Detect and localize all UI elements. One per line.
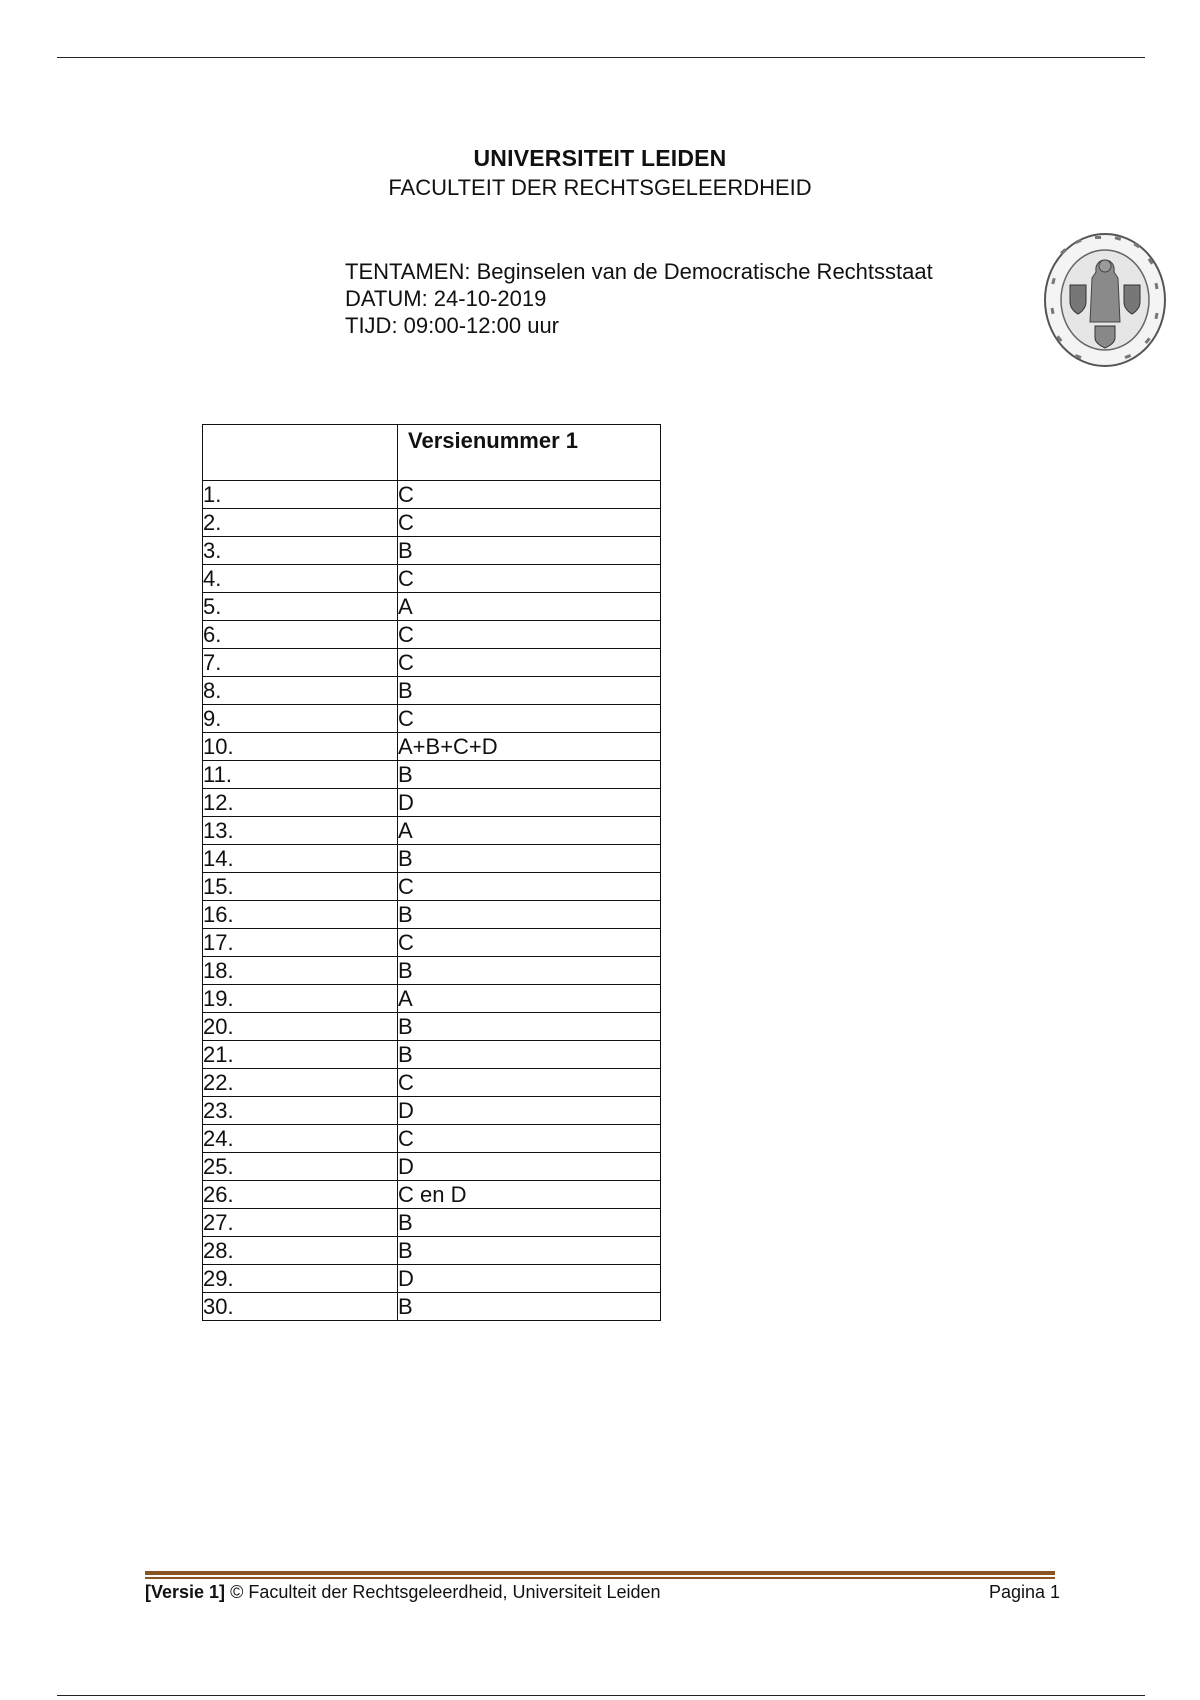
table-header-row [203,425,661,481]
table-row [203,1293,661,1321]
question-number: 24. [203,1125,398,1153]
university-heading [0,145,1200,201]
answer-cell: B [398,957,661,985]
exam-title: TENTAMEN: Beginselen van de Democratische Rechtsstaat [345,259,933,284]
question-number: 23. [203,1097,398,1125]
footer-page-number: Pagina 1 [988,1582,1060,1602]
question-number: 7. [203,649,398,677]
answer-cell: B [398,1293,661,1321]
answer-cell: C [398,1069,661,1097]
answer-cell: C [398,929,661,957]
exam-time: TIJD: 09:00-12:00 uur [345,313,560,338]
table-row [203,649,661,677]
table-row [203,1209,661,1237]
answer-cell: A [398,985,661,1013]
answer-cell: C [398,649,661,677]
table-row [203,789,661,817]
question-number: 3. [203,537,398,565]
table-row [203,1069,661,1097]
table-row [203,957,661,985]
question-number: 11. [203,761,398,789]
answer-cell: B [398,761,661,789]
exam-date: DATUM: 24-10-2019 [345,286,547,311]
footer-copyright: © Faculteit der Rechtsgeleerdheid, Universiteit Leiden [225,1582,661,1602]
table-row [203,873,661,901]
question-number: 6. [203,621,398,649]
question-number: 8. [203,677,398,705]
table-row [203,1125,661,1153]
question-number: 5. [203,593,398,621]
table-row [203,901,661,929]
answer-cell: B [398,1013,661,1041]
question-number: 21. [203,1041,398,1069]
question-number: 18. [203,957,398,985]
answer-cell: C [398,565,661,593]
answer-cell: B [398,537,661,565]
question-number: 10. [203,733,398,761]
question-number: 22. [203,1069,398,1097]
exam-info [345,258,933,339]
answer-cell: C [398,509,661,537]
answer-cell: C [398,873,661,901]
question-number: 25. [203,1153,398,1181]
table-row [203,929,661,957]
answer-cell: D [398,789,661,817]
table-row [203,509,661,537]
table-row [203,845,661,873]
question-number: 27. [203,1209,398,1237]
answer-cell: B [398,1041,661,1069]
question-number: 20. [203,1013,398,1041]
footer-rule-thick [145,1571,1055,1575]
university-name: UNIVERSITEIT LEIDEN [473,145,727,171]
answer-cell: B [398,901,661,929]
faculty-name: FACULTEIT DER RECHTSGELEERDHEID [388,175,812,200]
answer-cell: C en D [398,1181,661,1209]
table-row [203,1237,661,1265]
university-seal-icon [1040,230,1170,370]
question-number: 2. [203,509,398,537]
question-number: 17. [203,929,398,957]
table-row [203,705,661,733]
question-number: 4. [203,565,398,593]
table-row [203,1041,661,1069]
question-number: 13. [203,817,398,845]
table-row [203,481,661,509]
footer-credit [145,1582,661,1603]
question-number: 30. [203,1293,398,1321]
answer-cell: A [398,593,661,621]
question-number: 14. [203,845,398,873]
answer-key-table [202,424,661,1321]
table-row [203,1181,661,1209]
footer-version-tag: [Versie 1] [145,1582,226,1602]
question-number: 16. [203,901,398,929]
answer-cell: A [398,817,661,845]
bottom-page-rule [57,1695,1145,1696]
answer-cell: B [398,1209,661,1237]
table-row [203,733,661,761]
answer-cell: C [398,1125,661,1153]
version-column-header: Versienummer 1 [398,425,661,481]
answer-cell: D [398,1265,661,1293]
question-number: 1. [203,481,398,509]
answer-cell: B [398,1237,661,1265]
answer-cell: B [398,845,661,873]
table-row [203,1013,661,1041]
table-row [203,677,661,705]
table-row [203,1097,661,1125]
question-number: 12. [203,789,398,817]
answer-cell: C [398,705,661,733]
table-row [203,985,661,1013]
table-row [203,1265,661,1293]
answer-cell: C [398,481,661,509]
answer-cell: D [398,1153,661,1181]
table-row [203,761,661,789]
table-row [203,593,661,621]
answer-rows [203,481,661,1321]
question-number: 19. [203,985,398,1013]
question-number: 29. [203,1265,398,1293]
answer-cell: B [398,677,661,705]
table-row [203,621,661,649]
table-row [203,1153,661,1181]
table-row [203,817,661,845]
table-row [203,537,661,565]
answer-cell: C [398,621,661,649]
top-page-rule [57,57,1145,58]
question-number: 15. [203,873,398,901]
question-number: 28. [203,1237,398,1265]
table-row [203,565,661,593]
answer-cell: A+B+C+D [398,733,661,761]
question-number: 9. [203,705,398,733]
question-column-header [203,425,398,481]
footer-rule-thin [145,1577,1055,1579]
answer-cell: D [398,1097,661,1125]
question-number: 26. [203,1181,398,1209]
